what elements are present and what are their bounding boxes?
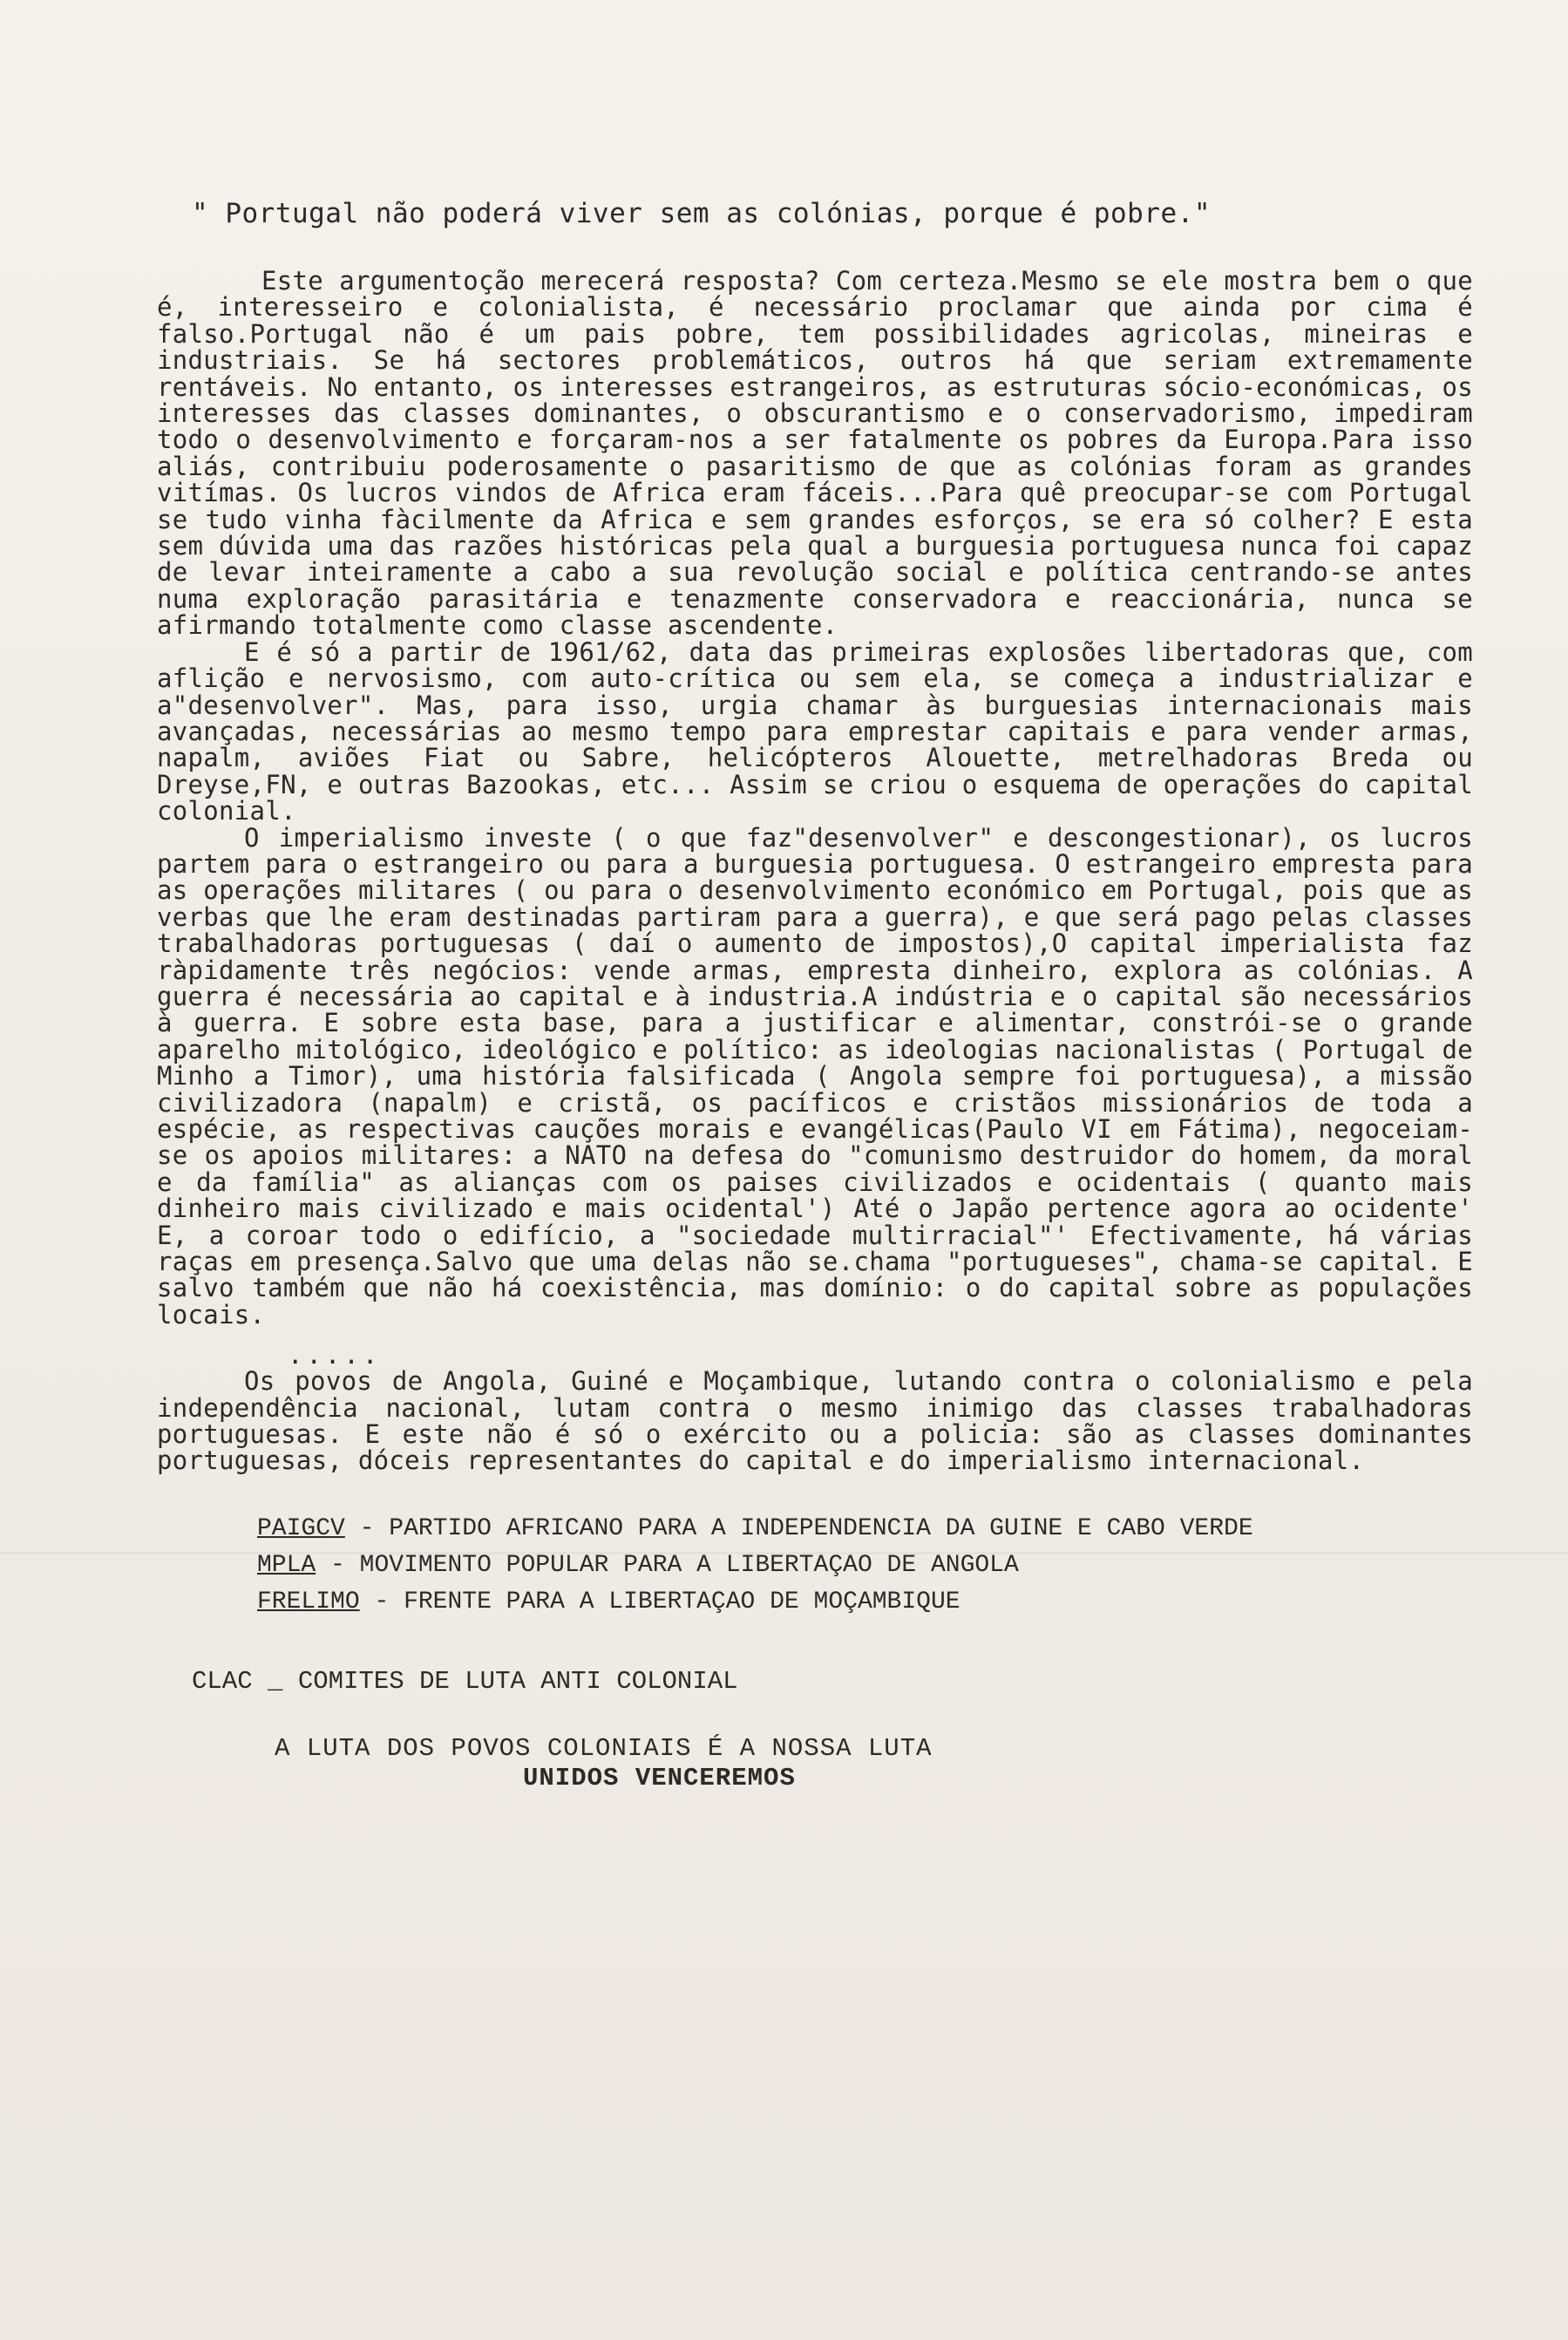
org-dash: ‑ xyxy=(374,1588,390,1616)
org-name: FRENTE PARA A LIBERTAÇAO DE MOÇAMBIQUE xyxy=(404,1588,960,1616)
paragraph-2: E é só a partir de 1961/62, data das primeiras explosões libertadoras que, com aflição e nervosismo, com auto-crítica ou sem ela, se começa a industrializar e a"desenvolver". Mas, para isso, urgia chamar às burguesias internacionais mais avançadas, necessárias ao mesmo tempo para emprestar capitais e para vender armas, napalm, aviões Fiat ou Sabre, helicópteros Alouette, metrelhadoras Breda ou Dreyse,FN, e outras Bazookas, etc... Assim se criou o esquema de operações do capital colonial. xyxy=(157,636,1473,826)
clac-name: COMITES DE LUTA ANTI COLONIAL xyxy=(297,1666,738,1696)
org-name: PARTIDO AFRICANO PARA A INDEPENDENCIA DA GUINE E CABO VERDE xyxy=(389,1514,1253,1542)
separator-dots: ..... xyxy=(288,1340,382,1371)
org-line-mpla xyxy=(257,1548,1473,1584)
slogan: A LUTA DOS POVOS COLONIAIS É A NOSSA LUTA xyxy=(275,1733,933,1763)
slogan-unidos: UNIDOS VENCEREMOS xyxy=(523,1763,796,1792)
org-line-paigcv xyxy=(257,1511,1473,1548)
clac-line xyxy=(192,1664,1473,1699)
org-dash: ‑ xyxy=(330,1551,345,1579)
clac-separator: _ xyxy=(268,1666,283,1696)
org-abbr: MPLA xyxy=(257,1551,316,1579)
org-name: MOVIMENTO POPULAR PARA A LIBERTAÇAO DE ANGOLA xyxy=(359,1551,1019,1579)
org-abbr: FRELIMO xyxy=(257,1588,360,1616)
paragraph-1: Este argumentoção merecerá resposta? Com certeza.Mesmo se ele mostra bem o que é, interesseiro e colonialista, é necessário proclamar que ainda por cima é falso.Portugal não é um pais pobre, tem possibilidades agricolas, mineiras e industriais. Se há sectores problemáticos, outros há que seriam extremamente rentáveis. No entanto, os interesses estrangeiros, as estruturas sócio-económicas, os interesses das classes dominantes, o obscurantismo e o conservadorismo, impediram todo o desenvolvimento e forçaram-nos a ser fatalmente os pobres da Europa.Para isso aliás, contribuiu poderosamente o pasaritismo de que as colónias foram as grandes vitímas. Os lucros vindos de Africa eram fáceis...Para quê preocupar-se com Portugal se tudo vinha fàcilmente da Africa e sem grandes esforços, se era só colher? E esta sem dúvida uma das razões históricas pela qual a burguesia portuguesa nunca foi capaz de levar inteiramente a cabo a sua revolução social e política centrando-se antes numa exploração parasitária e tenazmente conservadora e reaccionária, nunca se afirmando totalmente como classe ascendente. xyxy=(157,266,1473,641)
clac-abbr: CLAC xyxy=(192,1666,253,1696)
opening-quote: " Portugal não poderá viver sem as colónias, porque é pobre." xyxy=(192,198,1211,229)
paragraph-3: O imperialismo investe ( o que faz"desenvolver" e descongestionar), os lucros partem para o estrangeiro ou para a burguesia portuguesa. O estrangeiro empresta para as operações militares ( ou para o desenvolvimento económico em Portugal, pois que as verbas que lhe eram destinadas partiram para a guerra), e que será pago pelas classes trabalhadoras portuguesas ( daí o aumento de impostos),O capital imperialista faz ràpidamente três negócios: vende armas, empresta dinheiro, explora as colónias. A guerra é necessária ao capital e à industria.A indústria e o capital são necessários à guerra. E sobre esta base, para a justificar e alimentar, constrói-se o grande aparelho mitológico, ideológico e político: as ideologias nacionalistas ( Portugal de Minho a Timor), uma história falsificada ( Angola sempre foi portuguesa), a missão civilizadora (napalm) e cristã, os pacíficos e cristãos missionários de toda a espécie, as respectivas cauções morais e evangélicas(Paulo VI em Fátima), negoceiam-se os apoios militares: a NATO na defesa do "comunismo destruidor do homem, da moral e da família" as alianças com os paises civilizados e ocidentais ( quanto mais dinheiro mais civilizado e mais ocidental') Até o Japão pertence agora ao ocidente' E, a coroar todo o edifício, a "sociedade multirracial"' Efectivamente, há várias raças em presença.Salvo que uma delas não se.chama "portugueses", chama-se capital. E salvo também que não há coexistência, mas domínio: o do capital sobre as populações locais. xyxy=(157,822,1473,1330)
closing-paragraph: Os povos de Angola, Guiné e Moçambique, lutando contra o colonialismo e pela independência nacional, lutam contra o mesmo inimigo das classes trabalhadoras portuguesas. E este não é só o exército ou a policia: são as classes dominantes portuguesas, dóceis representantes do capital e do imperialismo internacional. xyxy=(157,1366,1473,1476)
org-dash: ‑ xyxy=(359,1514,375,1542)
org-abbr: PAIGCV xyxy=(257,1514,345,1542)
organizations-list xyxy=(257,1511,1473,1621)
document-body xyxy=(157,196,1473,1793)
org-line-frelimo xyxy=(257,1584,1473,1621)
